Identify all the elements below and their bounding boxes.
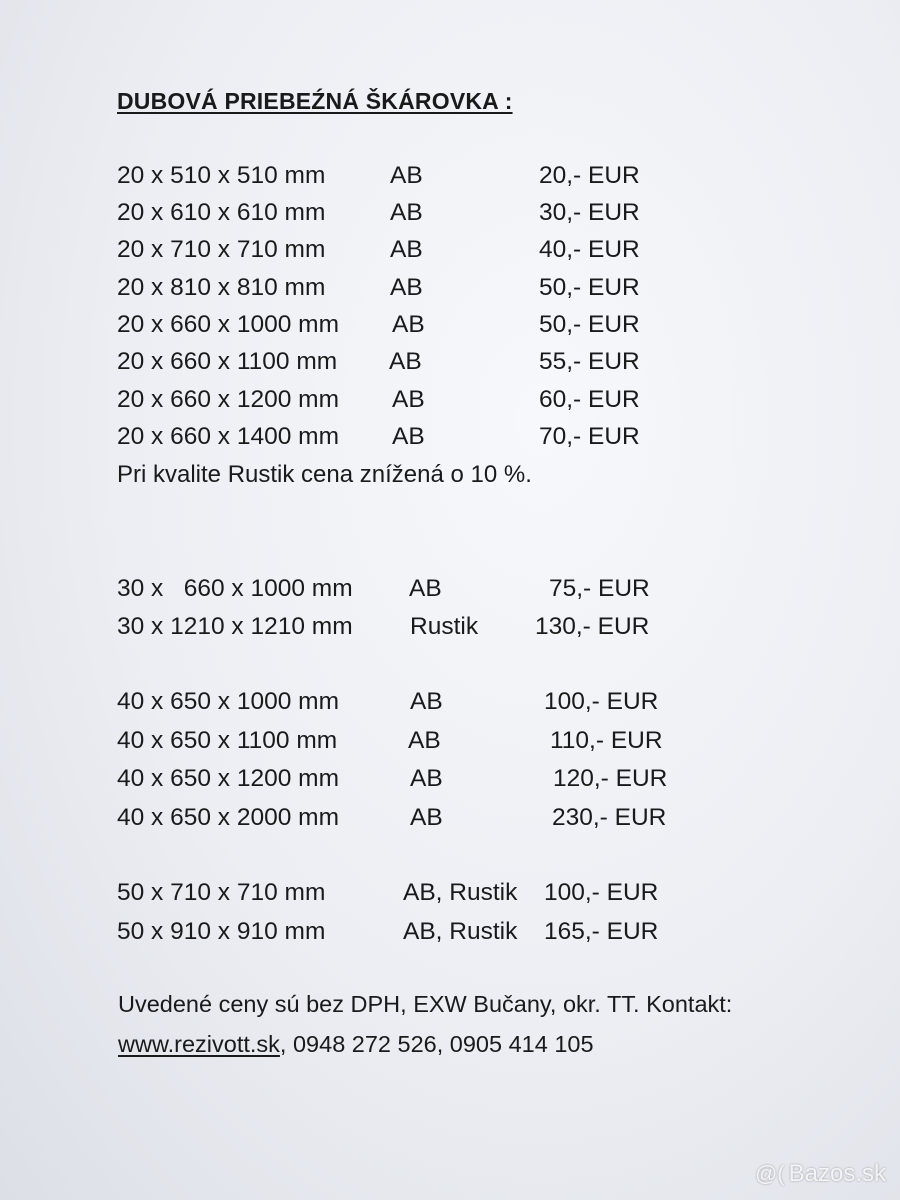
row-price: 30,- EUR xyxy=(539,199,640,226)
row-size: 40 x 650 x 1200 mm xyxy=(117,765,339,792)
row-price: 230,- EUR xyxy=(552,804,667,831)
row-price: 70,- EUR xyxy=(539,423,640,450)
row-quality: AB xyxy=(389,348,422,375)
row-price: 100,- EUR xyxy=(544,688,659,715)
row-price: 60,- EUR xyxy=(539,386,640,413)
row-size: 20 x 610 x 610 mm xyxy=(117,199,326,226)
row-quality: AB xyxy=(390,274,423,301)
row-quality: AB xyxy=(410,804,443,831)
row-size: 20 x 660 x 1100 mm xyxy=(117,348,338,375)
row-size: 20 x 510 x 510 mm xyxy=(117,162,326,189)
row-quality: AB xyxy=(409,575,442,602)
row-size: 20 x 660 x 1000 mm xyxy=(117,311,339,338)
row-quality: AB xyxy=(390,162,423,189)
footer-terms: Uvedené ceny sú bez DPH, EXW Bučany, okr. TT. Kontakt: xyxy=(118,991,733,1017)
row-price: 40,- EUR xyxy=(539,236,640,263)
row-size: 20 x 660 x 1200 mm xyxy=(117,386,339,413)
row-size: 40 x 650 x 2000 mm xyxy=(117,804,339,831)
row-price: 55,- EUR xyxy=(539,348,640,375)
row-quality: AB xyxy=(392,311,425,338)
row-size: 50 x 910 x 910 mm xyxy=(117,918,326,945)
website-link[interactable]: www.rezivott.sk xyxy=(118,1031,280,1057)
row-quality: AB xyxy=(408,727,441,754)
row-size: 50 x 710 x 710 mm xyxy=(117,879,326,906)
bazos-watermark xyxy=(755,1160,886,1188)
row-price: 165,- EUR xyxy=(544,918,659,945)
row-price: 50,- EUR xyxy=(539,274,640,301)
row-quality: AB, Rustik xyxy=(403,879,518,906)
watermark-text: Bazos.sk xyxy=(788,1160,886,1187)
row-price: 20,- EUR xyxy=(539,162,640,189)
phone-numbers: , 0948 272 526, 0905 414 105 xyxy=(279,1031,594,1057)
page-title: DUBOVÁ PRIEBEŹNÁ ŠKÁROVKA : xyxy=(117,88,513,114)
row-size: 20 x 710 x 710 mm xyxy=(117,236,326,263)
rustik-discount-note: Pri kvalite Rustik cena znížená o 10 %. xyxy=(117,461,532,488)
at-swirl-icon: @( xyxy=(754,1161,785,1186)
row-quality: AB xyxy=(390,199,423,226)
row-quality: AB xyxy=(410,765,443,792)
row-quality: Rustik xyxy=(410,613,479,640)
row-quality: AB xyxy=(390,236,423,263)
row-price: 130,- EUR xyxy=(535,613,650,640)
row-size: 40 x 650 x 1100 mm xyxy=(117,727,338,754)
row-quality: AB xyxy=(392,423,425,450)
row-size: 20 x 810 x 810 mm xyxy=(117,274,326,301)
row-size: 30 x 1210 x 1210 mm xyxy=(117,613,353,640)
row-price: 110,- EUR xyxy=(550,727,663,754)
footer-contact xyxy=(118,1031,594,1058)
row-price: 120,- EUR xyxy=(553,765,668,792)
row-size: 30 x 660 x 1000 mm xyxy=(117,575,353,602)
row-size: 20 x 660 x 1400 mm xyxy=(117,423,339,450)
row-quality: AB xyxy=(392,386,425,413)
row-quality: AB xyxy=(410,688,443,715)
row-price: 100,- EUR xyxy=(544,879,659,906)
row-size: 40 x 650 x 1000 mm xyxy=(117,688,339,715)
row-quality: AB, Rustik xyxy=(403,918,518,945)
row-price: 75,- EUR xyxy=(549,575,650,602)
row-price: 50,- EUR xyxy=(539,311,640,338)
